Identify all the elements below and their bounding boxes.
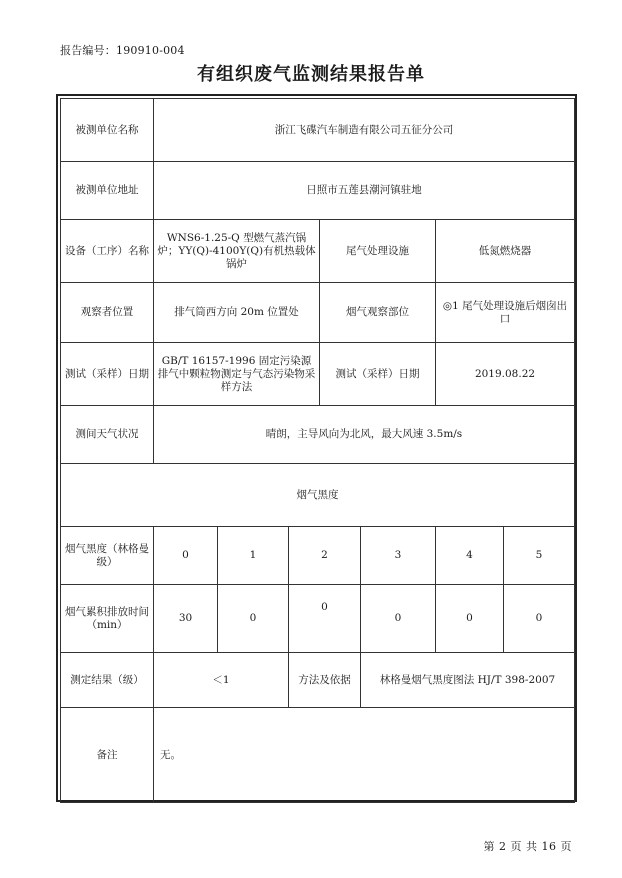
row-equipment	[61, 220, 575, 283]
unit-address-value: 日照市五莲县潮河镇驻地	[154, 162, 575, 220]
treatment-value: 低氮燃烧器	[436, 220, 575, 283]
equipment-label: 设备（工序）名称	[61, 220, 154, 283]
time-cell: 0	[289, 585, 361, 653]
unit-name-label: 被测单位名称	[61, 99, 154, 162]
page-title: 有组织废气监测结果报告单	[197, 64, 425, 85]
grade-cell: 0	[154, 527, 218, 585]
row-grades	[61, 527, 575, 585]
observer-position-value: 排气筒西方向 20m 位置处	[154, 283, 320, 343]
grade-cell: 3	[361, 527, 436, 585]
test-method-value: GB/T 16157-1996 固定污染源排气中颗粒物测定与气态污染物采样方法	[154, 343, 320, 406]
row-result	[61, 653, 575, 708]
report-number: 报告编号：190910-004	[60, 44, 185, 57]
method-label: 方法及依据	[289, 653, 361, 708]
grade-label: 烟气黑度（林格曼级）	[61, 527, 154, 585]
observe-part-label: 烟气观察部位	[320, 283, 436, 343]
row-unit-address	[61, 162, 575, 220]
row-section-title	[61, 464, 575, 527]
row-unit-name	[61, 99, 575, 162]
row-test	[61, 343, 575, 406]
row-weather	[61, 406, 575, 464]
grade-cell: 2	[289, 527, 361, 585]
time-label: 烟气累积排放时间（min）	[61, 585, 154, 653]
page-number: 第 2 页 共 16 页	[483, 840, 572, 853]
observer-position-label: 观察者位置	[61, 283, 154, 343]
row-times	[61, 585, 575, 653]
test-date-value: 2019.08.22	[436, 343, 575, 406]
row-remark	[61, 708, 575, 803]
grade-cell: 1	[218, 527, 289, 585]
test-label: 测试（采样）日期	[61, 343, 154, 406]
section-title: 烟气黑度	[61, 464, 575, 527]
grade-cell: 5	[504, 527, 575, 585]
result-label: 测定结果（级）	[61, 653, 154, 708]
remark-label: 备注	[61, 708, 154, 803]
unit-name-value: 浙江飞碟汽车制造有限公司五征分公司	[154, 99, 575, 162]
time-cell: 0	[218, 585, 289, 653]
observe-part-value: ◎1 尾气处理设施后烟囱出口	[436, 283, 575, 343]
report-table	[60, 98, 575, 803]
time-cell: 30	[154, 585, 218, 653]
time-cell: 0	[504, 585, 575, 653]
time-cell: 0	[361, 585, 436, 653]
report-sheet	[56, 94, 577, 802]
weather-value: 晴朗，主导风向为北风，最大风速 3.5m/s	[154, 406, 575, 464]
remark-value: 无。	[154, 708, 575, 803]
method-value: 林格曼烟气黑度图法 HJ/T 398-2007	[361, 653, 575, 708]
unit-address-label: 被测单位地址	[61, 162, 154, 220]
equipment-value: WNS6-1.25-Q 型燃气蒸汽锅炉；YY(Q)-4100Y(Q)有机热载体锅炉	[154, 220, 320, 283]
time-cell: 0	[436, 585, 504, 653]
result-value: ＜1	[154, 653, 289, 708]
treatment-label: 尾气处理设施	[320, 220, 436, 283]
row-observer	[61, 283, 575, 343]
grade-cell: 4	[436, 527, 504, 585]
test-date-label: 测试（采样）日期	[320, 343, 436, 406]
weather-label: 测间天气状况	[61, 406, 154, 464]
